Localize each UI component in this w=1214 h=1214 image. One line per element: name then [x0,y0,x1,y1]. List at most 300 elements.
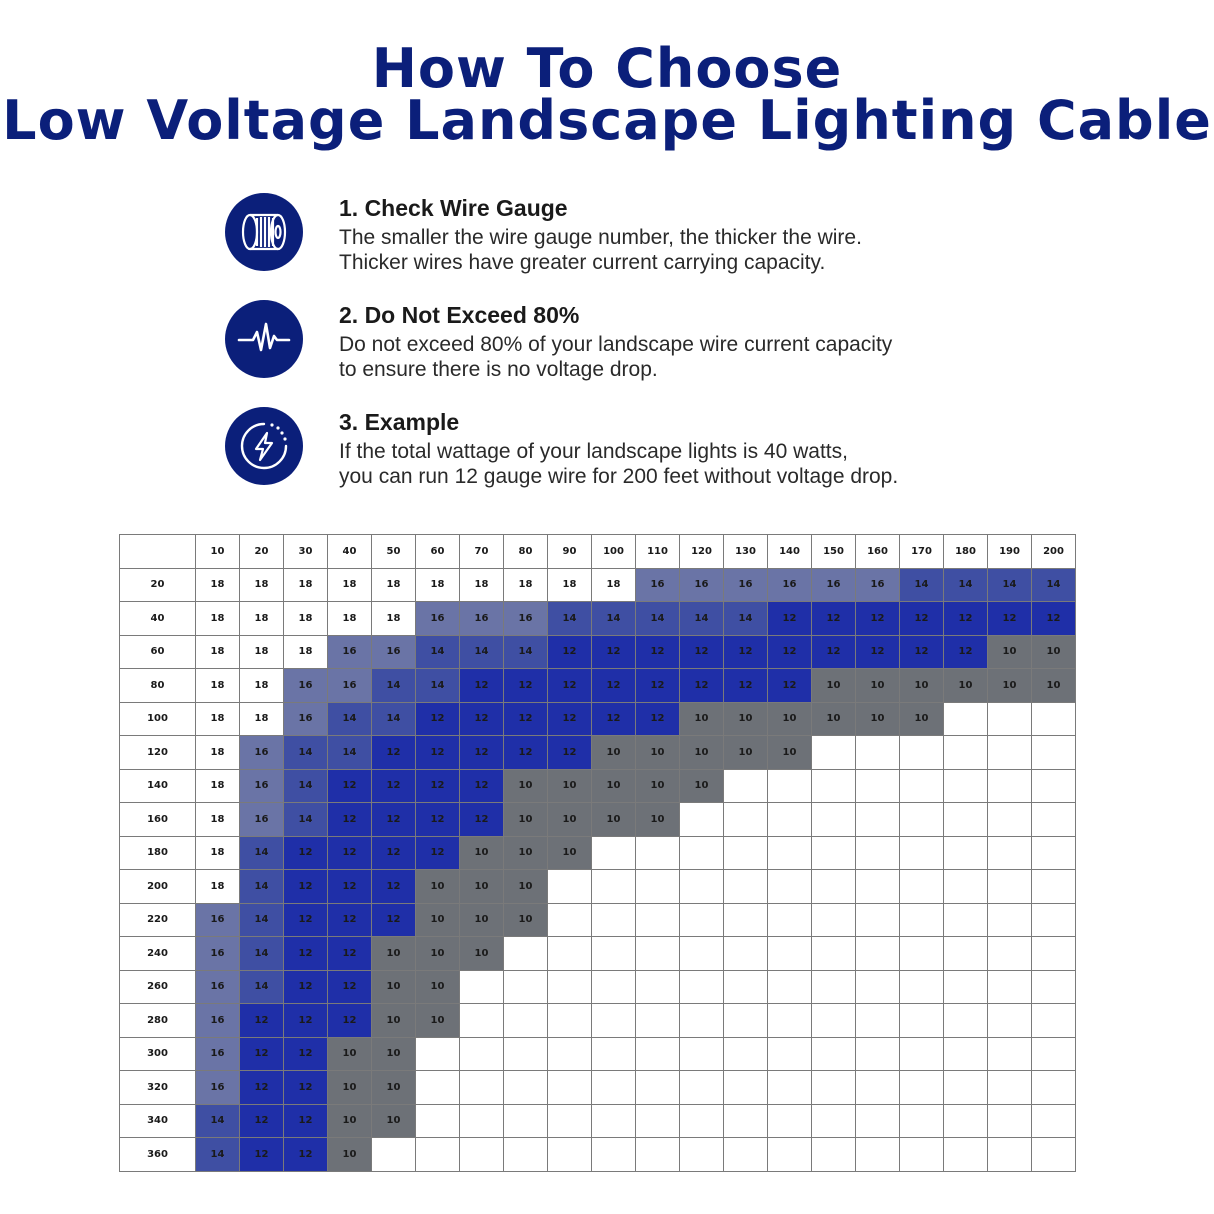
table-row [120,903,1076,937]
gauge-cell: 14 [504,635,548,669]
gauge-cell: 16 [196,970,240,1004]
gauge-cell: 16 [196,1071,240,1105]
gauge-cell: 10 [592,736,636,770]
gauge-cell: 16 [372,635,416,669]
gauge-cell: 12 [240,1004,284,1038]
gauge-cell [680,970,724,1004]
wire-spool-icon [225,193,303,271]
table-row [120,970,1076,1004]
gauge-cell: 16 [196,937,240,971]
gauge-cell [856,1104,900,1138]
gauge-cell: 10 [812,702,856,736]
gauge-cell: 12 [636,702,680,736]
gauge-cell: 12 [284,970,328,1004]
gauge-cell: 12 [548,736,592,770]
step-heading: 3. Example [339,409,460,435]
gauge-cell [768,1104,812,1138]
gauge-cell [988,1138,1032,1172]
gauge-cell: 10 [328,1071,372,1105]
table-row [120,937,1076,971]
gauge-cell: 14 [460,635,504,669]
gauge-cell: 14 [240,903,284,937]
gauge-cell [812,769,856,803]
gauge-cell: 12 [328,803,372,837]
gauge-cell [680,870,724,904]
gauge-cell [768,1004,812,1038]
gauge-cell: 14 [240,870,284,904]
gauge-cell [636,903,680,937]
table-row [120,736,1076,770]
gauge-cell: 12 [504,736,548,770]
gauge-cell [768,903,812,937]
gauge-cell [416,1071,460,1105]
gauge-cell [988,970,1032,1004]
gauge-cell [548,1138,592,1172]
gauge-cell [680,803,724,837]
gauge-cell: 12 [460,669,504,703]
gauge-cell [988,736,1032,770]
gauge-cell [768,836,812,870]
gauge-cell: 18 [284,568,328,602]
gauge-cell: 10 [988,669,1032,703]
gauge-table [119,534,1076,1172]
gauge-cell: 10 [372,1037,416,1071]
step-text: Do not exceed 80% of your landscape wire current capacity [339,333,893,356]
gauge-cell: 12 [284,836,328,870]
gauge-cell [724,1004,768,1038]
gauge-cell: 14 [1032,568,1076,602]
gauge-cell [460,1104,504,1138]
row-header: 300 [120,1037,196,1071]
gauge-cell [988,1037,1032,1071]
gauge-cell: 18 [196,635,240,669]
gauge-cell [1032,736,1076,770]
gauge-cell [680,1071,724,1105]
gauge-cell: 12 [724,635,768,669]
page-title-line-2: Low Voltage Landscape Lighting Cable [2,89,1212,152]
gauge-cell: 14 [988,568,1032,602]
column-header: 200 [1032,535,1076,569]
gauge-cell [944,702,988,736]
gauge-cell [944,836,988,870]
gauge-cell: 12 [900,635,944,669]
gauge-cell: 18 [240,702,284,736]
gauge-cell [592,903,636,937]
gauge-cell [724,870,768,904]
gauge-cell [1032,1138,1076,1172]
gauge-cell [900,970,944,1004]
row-header: 220 [120,903,196,937]
step-text: If the total wattage of your landscape lights is 40 watts, [339,440,848,463]
row-header: 60 [120,635,196,669]
gauge-cell: 14 [636,602,680,636]
row-header: 340 [120,1104,196,1138]
gauge-cell [856,736,900,770]
step-do-not-exceed [225,300,1125,380]
table-row [120,769,1076,803]
gauge-cell: 10 [592,769,636,803]
gauge-cell: 10 [724,736,768,770]
gauge-cell [504,1004,548,1038]
gauge-cell: 14 [592,602,636,636]
gauge-cell [724,937,768,971]
gauge-cell [636,1071,680,1105]
gauge-cell: 12 [416,803,460,837]
gauge-cell: 18 [504,568,548,602]
gauge-cell: 10 [768,736,812,770]
table-row [120,1037,1076,1071]
gauge-cell: 16 [416,602,460,636]
gauge-cell: 12 [900,602,944,636]
gauge-cell: 14 [196,1138,240,1172]
gauge-cell: 10 [504,803,548,837]
step-heading: 1. Check Wire Gauge [339,195,568,221]
gauge-cell: 12 [504,669,548,703]
gauge-cell: 12 [328,870,372,904]
gauge-cell: 12 [328,970,372,1004]
gauge-cell [812,937,856,971]
table-row [120,1071,1076,1105]
column-header: 70 [460,535,504,569]
gauge-cell [548,1004,592,1038]
gauge-cell [592,1138,636,1172]
step-check-wire-gauge [225,193,1125,273]
gauge-cell: 12 [592,669,636,703]
column-header: 40 [328,535,372,569]
gauge-cell: 12 [768,669,812,703]
gauge-cell: 12 [284,1037,328,1071]
gauge-cell [812,1138,856,1172]
gauge-cell [944,736,988,770]
gauge-cell [1032,1037,1076,1071]
gauge-cell: 12 [284,937,328,971]
gauge-cell: 12 [372,769,416,803]
gauge-cell [460,1138,504,1172]
gauge-cell [548,937,592,971]
gauge-cell: 10 [504,903,548,937]
table-row [120,669,1076,703]
gauge-cell [768,1138,812,1172]
gauge-cell: 18 [284,635,328,669]
gauge-cell [592,870,636,904]
gauge-cell: 12 [240,1037,284,1071]
gauge-cell: 12 [636,669,680,703]
gauge-cell: 10 [592,803,636,837]
table-row [120,635,1076,669]
gauge-cell: 12 [504,702,548,736]
gauge-cell [988,702,1032,736]
gauge-cell: 12 [768,635,812,669]
gauge-cell [680,1037,724,1071]
row-header: 260 [120,970,196,1004]
gauge-cell: 14 [240,970,284,1004]
gauge-cell: 10 [944,669,988,703]
gauge-cell [724,1138,768,1172]
gauge-cell: 12 [284,1138,328,1172]
gauge-cell: 16 [636,568,680,602]
gauge-cell: 14 [196,1104,240,1138]
gauge-cell: 18 [196,568,240,602]
gauge-cell: 18 [196,602,240,636]
gauge-cell: 14 [724,602,768,636]
gauge-cell: 12 [416,769,460,803]
column-header: 120 [680,535,724,569]
gauge-cell [900,870,944,904]
gauge-cell: 12 [328,937,372,971]
gauge-cell [548,870,592,904]
gauge-cell: 18 [284,602,328,636]
gauge-cell: 12 [680,635,724,669]
gauge-cell [504,1037,548,1071]
gauge-cell [416,1104,460,1138]
gauge-cell: 18 [196,736,240,770]
gauge-cell: 16 [240,736,284,770]
gauge-cell: 10 [680,736,724,770]
gauge-cell [372,1138,416,1172]
row-header: 80 [120,669,196,703]
gauge-cell: 12 [768,602,812,636]
gauge-cell [724,903,768,937]
gauge-cell: 10 [460,870,504,904]
gauge-cell [592,1104,636,1138]
gauge-cell: 12 [636,635,680,669]
row-header: 160 [120,803,196,837]
gauge-cell [812,970,856,1004]
gauge-cell [988,1071,1032,1105]
table-row [120,803,1076,837]
gauge-cell [680,1004,724,1038]
gauge-cell: 18 [416,568,460,602]
gauge-cell: 18 [372,568,416,602]
gauge-cell [988,903,1032,937]
row-header: 100 [120,702,196,736]
gauge-cell [592,1004,636,1038]
gauge-cell: 10 [504,769,548,803]
gauge-cell [1032,903,1076,937]
gauge-cell: 12 [240,1138,284,1172]
gauge-cell: 12 [284,903,328,937]
gauge-cell [636,870,680,904]
gauge-cell: 18 [196,803,240,837]
gauge-cell: 10 [416,937,460,971]
gauge-cell: 14 [900,568,944,602]
gauge-cell: 18 [240,635,284,669]
gauge-cell: 10 [724,702,768,736]
gauge-cell: 10 [900,669,944,703]
gauge-cell [944,1037,988,1071]
gauge-cell [416,1037,460,1071]
gauge-cell [768,803,812,837]
gauge-cell: 12 [680,669,724,703]
gauge-cell [988,836,1032,870]
gauge-cell [504,1104,548,1138]
gauge-cell: 12 [328,769,372,803]
column-header: 110 [636,535,680,569]
gauge-cell [856,1037,900,1071]
table-row [120,870,1076,904]
column-header: 10 [196,535,240,569]
gauge-cell [592,970,636,1004]
gauge-cell [900,1004,944,1038]
gauge-cell [768,970,812,1004]
gauge-cell: 12 [284,1104,328,1138]
table-header-row [120,535,1076,569]
gauge-cell: 10 [636,769,680,803]
gauge-cell: 10 [328,1104,372,1138]
row-header: 120 [120,736,196,770]
gauge-cell: 12 [856,602,900,636]
gauge-cell: 18 [240,602,284,636]
gauge-cell [636,1037,680,1071]
gauge-cell: 16 [240,803,284,837]
gauge-cell: 14 [416,635,460,669]
gauge-cell [636,1004,680,1038]
gauge-cell [944,1004,988,1038]
gauge-cell [768,870,812,904]
gauge-cell [856,836,900,870]
gauge-cell [768,1037,812,1071]
gauge-cell: 12 [372,803,416,837]
gauge-cell [856,970,900,1004]
row-header: 140 [120,769,196,803]
gauge-cell: 12 [372,870,416,904]
gauge-cell [988,937,1032,971]
row-header: 20 [120,568,196,602]
gauge-cell: 12 [1032,602,1076,636]
gauge-cell: 14 [240,836,284,870]
gauge-cell [856,1071,900,1105]
gauge-cell: 12 [460,702,504,736]
gauge-cell: 12 [240,1104,284,1138]
gauge-cell: 10 [416,870,460,904]
gauge-cell [1032,803,1076,837]
gauge-cell: 12 [372,836,416,870]
gauge-cell: 12 [944,602,988,636]
gauge-cell: 10 [548,836,592,870]
gauge-cell: 12 [416,702,460,736]
page-title-line-1: How To Choose [371,37,843,100]
gauge-cell: 16 [240,769,284,803]
gauge-cell [988,803,1032,837]
gauge-cell [1032,870,1076,904]
gauge-cell [856,803,900,837]
gauge-cell [1032,1004,1076,1038]
gauge-cell [900,1104,944,1138]
step-text: you can run 12 gauge wire for 200 feet without voltage drop. [339,465,899,488]
gauge-cell: 14 [548,602,592,636]
gauge-cell [1032,937,1076,971]
gauge-cell: 18 [328,602,372,636]
gauge-cell: 14 [240,937,284,971]
gauge-cell [592,937,636,971]
gauge-cell [856,870,900,904]
step-text: to ensure there is no voltage drop. [339,358,658,381]
gauge-cell: 12 [416,836,460,870]
row-header: 180 [120,836,196,870]
gauge-cell: 10 [636,803,680,837]
gauge-cell [1032,702,1076,736]
gauge-cell: 16 [812,568,856,602]
gauge-cell: 12 [460,769,504,803]
gauge-cell [856,769,900,803]
gauge-cell [900,937,944,971]
gauge-cell [1032,1071,1076,1105]
gauge-cell: 10 [636,736,680,770]
gauge-cell: 12 [548,635,592,669]
gauge-cell: 12 [328,1004,372,1038]
gauge-cell: 18 [460,568,504,602]
gauge-cell: 12 [724,669,768,703]
table-row [120,836,1076,870]
gauge-cell [724,1104,768,1138]
gauge-cell [856,1138,900,1172]
gauge-cell [988,1104,1032,1138]
gauge-cell [768,1071,812,1105]
gauge-cell: 10 [372,1071,416,1105]
column-header: 150 [812,535,856,569]
gauge-cell [548,1071,592,1105]
gauge-cell [680,937,724,971]
gauge-cell [504,1138,548,1172]
gauge-cell [548,1037,592,1071]
gauge-cell: 10 [504,870,548,904]
gauge-cell: 14 [328,702,372,736]
gauge-cell: 10 [988,635,1032,669]
column-header: 170 [900,535,944,569]
gauge-table-wrapper [119,534,1076,1172]
column-header: 90 [548,535,592,569]
gauge-cell: 10 [1032,669,1076,703]
column-header: 130 [724,535,768,569]
gauge-cell: 16 [768,568,812,602]
gauge-cell: 10 [372,937,416,971]
gauge-cell: 12 [812,635,856,669]
gauge-cell [944,1104,988,1138]
gauge-cell: 18 [240,568,284,602]
table-row [120,702,1076,736]
gauge-cell: 12 [592,635,636,669]
gauge-cell [460,970,504,1004]
gauge-cell [944,1138,988,1172]
gauge-cell: 12 [548,669,592,703]
gauge-cell: 18 [328,568,372,602]
gauge-cell: 12 [328,836,372,870]
gauge-cell: 12 [240,1071,284,1105]
gauge-cell: 10 [372,1004,416,1038]
gauge-cell: 12 [416,736,460,770]
gauge-cell [416,1138,460,1172]
gauge-cell [636,937,680,971]
gauge-cell: 18 [240,669,284,703]
gauge-cell: 14 [680,602,724,636]
table-row [120,1138,1076,1172]
column-header: 160 [856,535,900,569]
table-row [120,1004,1076,1038]
gauge-cell [548,1104,592,1138]
gauge-cell: 10 [504,836,548,870]
gauge-cell [856,1004,900,1038]
gauge-cell: 12 [812,602,856,636]
gauge-cell [812,1037,856,1071]
gauge-cell: 18 [372,602,416,636]
step-text: Thicker wires have greater current carrying capacity. [339,251,826,274]
gauge-cell [900,803,944,837]
column-header: 80 [504,535,548,569]
gauge-cell: 14 [416,669,460,703]
gauge-cell: 18 [196,669,240,703]
gauge-cell: 10 [900,702,944,736]
gauge-cell [680,903,724,937]
